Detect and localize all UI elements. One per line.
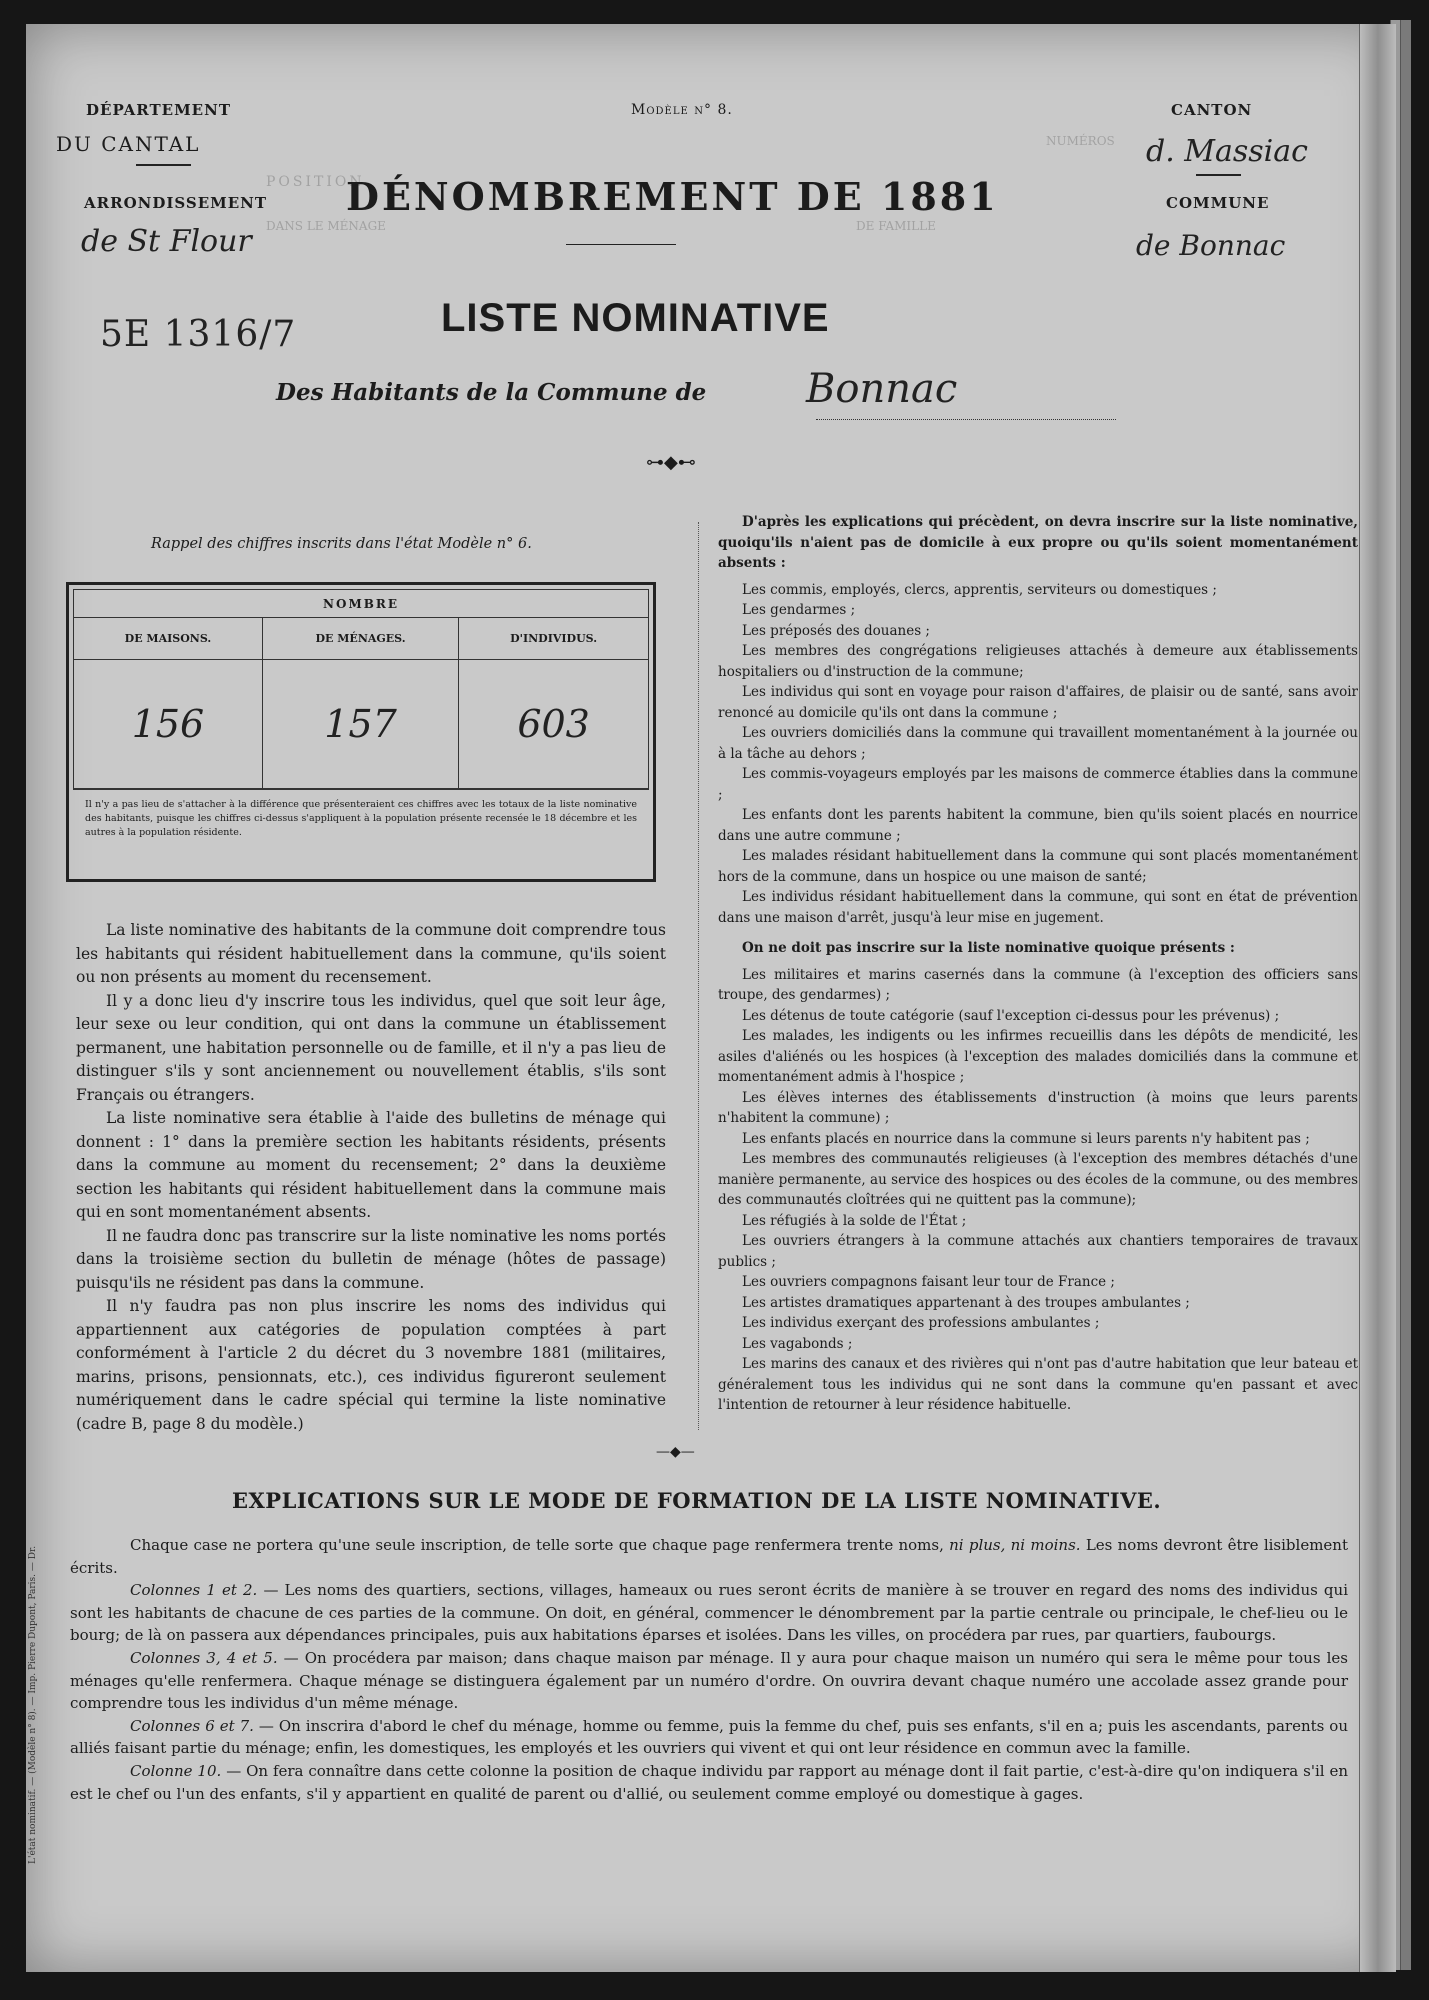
exclude-heading: On ne doit pas inscrire sur la liste nominative quoique présents : [742,940,1235,956]
left-paragraph: Il y a donc lieu d'y inscrire tous les individus, quel que soit leur âge, leur sexe ou leur condition, qui ont dans la commune un établissement permanent, une habitation personnelle ou de famille, et il n'y a pas lieu de distinguer s'ils y sont anciennement ou nouvellement établis, s'ils sont Français ou étrangers. [76,991,666,1104]
exclude-item: Les réfugiés à la solde de l'État ; [742,1212,967,1229]
include-item: Les malades résidant habituellement dans la commune qui sont placés momentanément hors de la commune, dans un hospice ou une maison de santé; [718,848,1358,885]
explication-paragraph: Chaque case ne portera qu'une seule inscription, de telle sorte que chaque page renfermera trente noms, ni plus, ni moins. Les noms devront être lisiblement écrits. [70,1536,1348,1577]
column-divider [698,522,699,1430]
liste-title: LISTE NOMINATIVE [441,296,830,340]
include-item: Les individus qui sont en voyage pour raison d'affaires, de plaisir ou de santé, sans avoir renoncé au domicile qu'ils ont dans la commune ; [718,684,1358,721]
ornament-divider-icon: —◆— [656,1444,695,1460]
modele-label: Modèle n° 8. [631,102,733,118]
exclude-item: Les militaires et marins casernés dans la commune (à l'exception des officiers sans troupe, des gendarmes) ; [718,966,1358,1003]
explication-paragraph: Colonnes 3, 4 et 5. — On procédera par maison; dans chaque maison par ménage. Il y aura pour chaque maison un numéro qui sera le même pour tous les ménages qu'elle renfermera. Chaque ménage se distinguera également par un numéro d'ordre. On ouvrira devant chaque numéro une accolade assez grande pour comprendre tous les individus d'un même ménage. [70,1648,1348,1713]
canton-label: CANTON [1171,101,1253,119]
counts-table [73,589,649,789]
arrondissement-handwritten: de St Flour [81,224,252,259]
subtitle: Des Habitants de la Commune de [276,379,707,406]
main-title: DÉNOMBREMENT DE 1881 [346,174,999,219]
commune-label: COMMUNE [1166,194,1270,212]
explication-paragraph: Colonnes 1 et 2. — Les noms des quartiers, sections, villages, hameaux ou rues seront écrits de manière à se trouver en regard des noms des individus qui sont les habitants de chacune de ces parties de la commune. On doit, en général, commencer le dénombrement par la partie centrale ou principale, le chef-lieu ou le bourg; de là on passera aux dépendances principales, puis aux habitations éparses et isolées. Dans les villes, on procédera par rues, par quartiers, faubourgs. [70,1581,1348,1645]
explications-title: EXPLICATIONS SUR LE MODE DE FORMATION DE LA LISTE NOMINATIVE. [232,1488,1162,1513]
explication-paragraph: Colonne 10. — On fera connaître dans cette colonne la position de chaque individu par rapport au ménage dont il fait partie, c'est-à-dire qu'on indiquera s'il en est le chef ou l'un des enfants, s'il y appartient en qualité de parent ou d'allié, ou seulement comme employé ou domestique à gages. [70,1761,1348,1803]
include-item: Les enfants dont les parents habitent la commune, bien qu'ils soient placés en nourrice dans une autre commune ; [718,807,1358,844]
ornament-divider-icon: ⊶◆⊷ [646,452,696,473]
exclude-item: Les marins des canaux et des rivières qui n'ont pas d'autre habitation que leur bateau et généralement tous les individus qui ne sont dans la commune qu'en passant et avec l'intention de retourner à leur résidence habituelle. [718,1356,1358,1413]
explication-paragraph: Colonnes 6 et 7. — On inscrira d'abord le chef du ménage, homme ou femme, puis la femme du chef, puis ses enfants, s'il en a; puis les ascendants, parents ou alliés faisant partie du ménage; enfin, les domestiques, les employés et les ouvriers qui vivent et qui ont leur résidence en commun avec la famille. [70,1716,1349,1758]
value-individus: 603 [459,660,649,789]
census-page: POSITION DANS LE MÉNAGE DE FAMILLE NUMÉROS DÉPARTEMENT DU CANTAL ARRONDISSEMENT de St Flour Modèle n° 8. DÉNOMBREMENT DE 1881 CANTON d. Massiac COMMUNE de Bonnac 5E 1316/7 LISTE NOMINATIVE Des Habitants de la Commune de Bonnac ⊶◆⊷ Rappel des chiffres inscrits dans l'état Modèle n° 6. NOMBRE DE MAISONS. DE MÉNAGES. D'INDIVIDUS. 156 157 603 Il n'y a pas lieu de s'attacher à la différence que présenteraient ces chiffres avec les totaux de la liste nominative des habitants, puisque les chiffres ci-dessus s'appliquent à la population présente recensée le 18 décembre et les autres à la population résidente. La liste nominative des habitants de la commune doit comprendre tous les habitants qui résident habituellement dans la commune, qu'ils soient ou non présents au moment du recensement. Il y a donc lieu d'y inscrire tous les individus, quel que soit leur âge, leur sexe ou leur condition, qui ont dans la commune un établissement permanent, une habitation personnelle ou de famille, et il n'y a pas lieu de distinguer s'ils y sont anciennement ou nouvellement établis, s'ils sont Français ou étrangers. La liste nominative sera établie à l'aide des bulletins de ménage qui donnent : 1° dans la première section les habitants résidents, présents dans la commune au moment du recensement; 2° dans la deuxième section les habitants qui résident habituellement dans la commune mais qui en sont momentanément absents. Il ne faudra donc pas transcrire sur la liste nominative les noms portés dans la troisième section du bulletin de ménage (hôtes de passage) puisqu'ils ne résident pas dans la commune. Il n'y faudra pas non plus inscrire les noms des individus qui appartiennent aux catégories de population comptées à part conformément à l'article 2 du décret du 3 novembre 1881 (militaires, marins, prisons, pensionnats, etc.), ces individus figureront seulement numériquement dans le cadre spécial qui termine la liste nominative (cadre B, page 8 du modèle.) D'après les explications qui précèdent, on devra inscrire sur la liste nominative, quoiqu'ils n'aient pas de domicile à eux propre ou qu'ils soient momentanément absents : Les commis, employés, clercs, apprentis, serviteurs ou domestiques ; Les gendarmes ; Les préposés des douanes ; Les membres des congrégations religieuses attachés à demeure aux établissements hospitaliers ou d'instruction de la commune; Les individus qui sont en voyage pour raison d'affaires, de plaisir ou de santé, sans avoir renoncé au domicile qu'ils ont dans la commune ; Les ouvriers domiciliés dans la commune qui travaillent momentanément à la journée ou à la tâche au dehors ; Les commis-voyageurs employés par les maisons de commerce établies dans la commune ; Les enfants dont les parents habitent la commune, bien qu'ils soient placés en nourrice dans une autre commune ; Les malades résidant habituellement dans la commune qui sont placés momentanément hors de la commune, dans un hospice ou une maison de santé; Les individus résidant habituellement dans la commune, qui sont en état de prévention dans une maison d'arrêt, jusqu'à leur mise en jugement. On ne doit pas inscrire sur la liste nominative quoique présents : Les militaires et marins casernés dans la commune (à l'exception des officiers sans troupe, des gendarmes) ; Les détenus de toute catégorie (sauf l'exception ci-dessus pour les prévenus) ; Les malades, les indigents ou les infirmes recueillis dans les dépôts de mendicité, les asiles d'aliénés ou les hospices (à l'exception des malades domiciliés dans la commune et momentanément admis à l'hospice ; Les élèves internes des établissements d'instruction (à moins que leurs parents n'habitent la commune) ; Les enfants placés en nourrice dans la commune si leurs parents n'y habitent pas ; Les membres des communautés religieuses (à l'exception des membres détachés d'une manière permanente, au service des hospices ou des écoles de la commune, ou des membres des communautés cloîtrées qui ne quittent pas la commune); Les réfugiés à la solde de l'État ; Les ouvriers étrangers à la commune attachés aux chantiers temporaires de travaux publics ; Les ouvriers compagnons faisant leur tour de France ; Les artistes dramatiques appartenant à des troupes ambulantes ; Les individus exerçant des professions ambulantes ; Les vagabonds ; Les marins des canaux et des rivières qui n'ont pas d'autre habitation que leur bateau et généralement tous les individus qui ne sont dans la commune qu'en passant et avec l'intention de retourner à leur résidence habituelle. —◆— EXPLICATIONS SUR LE MODE DE FORMATION DE LA LISTE NOMINATIVE. Chaque case ne portera qu'une seule inscription, de telle sorte que chaque page renfermera trente noms, ni plus, ni moins. Les noms devront être lisiblement écrits. Colonnes 1 et 2. — Les noms des quartiers, sections, villages, hameaux ou rues seront écrits de manière à se trouver en regard des noms des individus qui sont les habitants de chacune de ces parties de la commune. On doit, en général, commencer le dénombrement par la partie centrale ou principale, le chef-lieu ou le bourg; de là on passera aux dépendances principales, puis aux habitations éparses et isolées. Dans les villes, on procédera par rues, par quartiers, faubourgs. Colonnes 3, 4 et 5. — On procédera par maison; dans chaque maison par ménage. Il y aura pour chaque maison un numéro qui sera le même pour tous les ménages qu'elle renfermera. Chaque ménage se distinguera également par un numéro d'ordre. On ouvrira devant chaque numéro une accolade assez grande pour comprendre tous les individus d'un même ménage. Colonnes 6 et 7. — On inscrira d'abord le chef du ménage, homme ou femme, puis la femme du chef, puis ses enfants, s'il en a; puis les ascendants, parents ou alliés faisant partie du ménage; enfin, les domestiques, les employés et les ouvriers qui vivent et qui ont leur résidence en commun avec la famille. Colonne 10. — On fera connaître dans cette colonne la position de chaque individu par rapport au ménage dont il fait partie, c'est-à-dire qu'on indiquera s'il en est le chef ou l'un des enfants, s'il y appartient en qualité de parent ou d'allié, ou seulement comme employé ou domestique à gages. L'état nominatif. — (Modèle n° 8). — Imp. Pierre Dupont, Paris. — Dr. [26,24,1396,1972]
value-menages: 157 [262,660,458,789]
exclude-item: Les vagabonds ; [742,1335,853,1352]
departement-value: DU CANTAL [56,132,201,156]
explications-body [70,1534,1348,1805]
commune-handwritten: de Bonnac [1136,229,1286,262]
counts-header: NOMBRE [74,590,649,618]
counts-frame [66,582,656,882]
exclude-item: Les élèves internes des établissements d'instruction (à moins que leurs parents n'habitent la commune) ; [718,1089,1358,1126]
col-maisons: DE MAISONS. [74,618,263,660]
exclude-item: Les détenus de toute catégorie (sauf l'exception ci-dessus pour les prévenus) ; [742,1007,1280,1024]
right-instructions [718,512,1358,1416]
value-maisons: 156 [74,660,263,789]
rappel-label: Rappel des chiffres inscrits dans l'état Modèle n° 6. [151,536,532,552]
include-item: Les individus résidant habituellement dans la commune, qui sont en état de prévention dans une maison d'arrêt, jusqu'à leur mise en jugement. [718,889,1358,926]
exclude-item: Les enfants placés en nourrice dans la commune si leurs parents n'y habitent pas ; [742,1130,1310,1147]
archive-reference: 5E 1316/7 [100,314,297,355]
include-item: Les gendarmes ; [742,602,856,618]
col-menages: DE MÉNAGES. [262,618,458,660]
include-item: Les préposés des douanes ; [742,622,930,639]
col-individus: D'INDIVIDUS. [459,618,649,660]
left-paragraph: Il ne faudra donc pas transcrire sur la liste nominative les noms portés dans la troisième section du bulletin de ménage (hôtes de passage) puisqu'ils ne résident pas dans la commune. [76,1226,666,1292]
subtitle-commune-handwritten: Bonnac [806,366,958,412]
departement-label: DÉPARTEMENT [86,101,231,119]
include-item: Les commis, employés, clercs, apprentis, serviteurs ou domestiques ; [742,581,1217,598]
page-edge [1359,24,1396,1972]
margin-printer-mark: L'état nominatif. — (Modèle n° 8). — Imp. Pierre Dupont, Paris. — Dr. [28,1545,38,1864]
left-paragraph: La liste nominative des habitants de la commune doit comprendre tous les habitants qui résident habituellement dans la commune, qu'ils soient ou non présents au moment du recensement. [76,921,666,986]
exclude-item: Les ouvriers étrangers à la commune attachés aux chantiers temporaires de travaux publics ; [718,1233,1358,1270]
exclude-item: Les artistes dramatiques appartenant à des troupes ambulantes ; [742,1294,1190,1311]
exclude-item: Les individus exerçant des professions ambulantes ; [742,1315,1100,1331]
left-instructions [76,919,666,1436]
include-item: Les ouvriers domiciliés dans la commune qui travaillent momentanément à la journée ou à la tâche au dehors ; [718,725,1358,762]
counts-note: Il n'y a pas lieu de s'attacher à la différence que présenteraient ces chiffres avec les totaux de la liste nominative des habitants, puisque les chiffres ci-dessus s'appliquent à la population présente recensée le 18 décembre et les autres à la population résidente. [73,789,649,840]
include-intro: D'après les explications qui précèdent, on devra inscrire sur la liste nominative, quoiqu'ils n'aient pas de domicile à eux propre ou qu'ils soient momentanément absents : [718,514,1358,571]
arrondissement-label: ARRONDISSEMENT [84,194,268,212]
left-paragraph: Il n'y faudra pas non plus inscrire les noms des individus qui appartiennent aux catégories de population comptées à part conformément à l'article 2 du décret du 3 novembre 1881 (militaires, marins, prisons, pensionnats, etc.), ces individus figureront seulement numériquement dans le cadre spécial qui termine la liste nominative (cadre B, page 8 du modèle.) [76,1297,666,1433]
exclude-item: Les malades, les indigents ou les infirmes recueillis dans les dépôts de mendicité, les asiles d'aliénés ou les hospices (à l'exception des malades domiciliés dans la commune et momentanément admis à l'hospice ; [718,1028,1358,1085]
canton-handwritten: d. Massiac [1146,134,1308,169]
exclude-item: Les ouvriers compagnons faisant leur tour de France ; [742,1274,1115,1290]
exclude-item: Les membres des communautés religieuses (à l'exception des membres détachés d'une manière permanente, au service des hospices ou des écoles de la commune, ou des membres des communautés cloîtrées qui ne quittent pas la commune); [718,1151,1358,1208]
include-item: Les commis-voyageurs employés par les maisons de commerce établies dans la commune ; [718,766,1358,803]
include-item: Les membres des congrégations religieuses attachés à demeure aux établissements hospitaliers ou d'instruction de la commune; [718,643,1358,680]
left-paragraph: La liste nominative sera établie à l'aide des bulletins de ménage qui donnent : 1° dans la première section les habitants résidents, présents dans la commune au moment du recensement; 2° dans la deuxième section les habitants qui résident habituellement dans la commune mais qui en sont momentanément absents. [76,1109,666,1221]
